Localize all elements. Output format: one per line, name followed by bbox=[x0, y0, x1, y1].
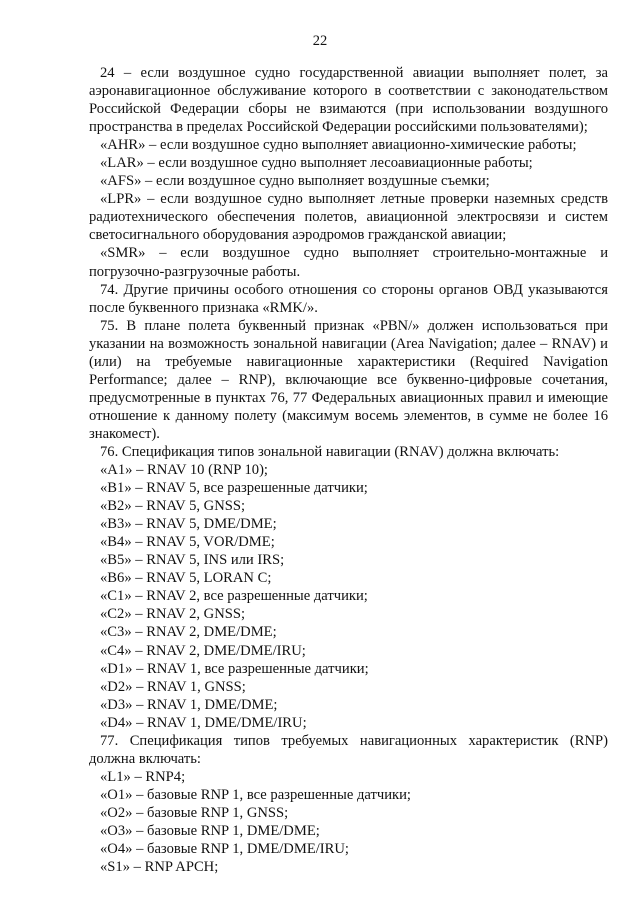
list-item: «O3» – базовые RNP 1, DME/DME; bbox=[100, 822, 320, 839]
paragraph-77: 77. Спецификация типов требуемых навигационных характеристик (RNP) должна включать: bbox=[89, 732, 608, 767]
list-item: «B6» – RNAV 5, LORAN C; bbox=[100, 570, 272, 587]
list-item: «D2» – RNAV 1, GNSS; bbox=[100, 678, 246, 695]
list-item: «O4» – базовые RNP 1, DME/DME/IRU; bbox=[100, 841, 349, 858]
list-item: «C1» – RNAV 2, все разрешенные датчики; bbox=[100, 588, 368, 605]
document-body bbox=[89, 64, 608, 876]
list-item: «C2» – RNAV 2, GNSS; bbox=[100, 606, 246, 623]
paragraph-76: 76. Спецификация типов зональной навигации (RNAV) должна включать: bbox=[100, 443, 560, 460]
list-item: «O1» – базовые RNP 1, все разрешенные датчики; bbox=[100, 786, 411, 803]
list-item: «D4» – RNAV 1, DME/DME/IRU; bbox=[100, 714, 307, 731]
paragraph-smr: «SMR» – если воздушное судно выполняет строительно-монтажные и погрузочно-разгрузочные работы. bbox=[89, 245, 608, 280]
paragraph-afs: «AFS» – если воздушное судно выполняет воздушные съемки; bbox=[100, 173, 490, 190]
paragraph-74: 74. Другие причины особого отношения со стороны органов ОВД указываются после буквенного признака «RMK/». bbox=[89, 281, 608, 316]
list-item: «D3» – RNAV 1, DME/DME; bbox=[100, 696, 278, 713]
paragraph-24-state-aviation: 24 – если воздушное судно государственной авиации выполняет полет, за аэронавигационное обслуживание которого в соответствии с законодательством Российской Федерации сборы не взимаются (при использовании воздушного пространства в пределах Российской Федерации российскими пользователями); bbox=[89, 65, 608, 136]
paragraph-lar: «LAR» – если воздушное судно выполняет лесоавиационные работы; bbox=[100, 155, 533, 172]
rnav-list bbox=[89, 461, 608, 732]
list-item: «A1» – RNAV 10 (RNP 10); bbox=[100, 462, 268, 479]
list-item: «L1» – RNP4; bbox=[100, 768, 186, 785]
list-item: «D1» – RNAV 1, все разрешенные датчики; bbox=[100, 660, 369, 677]
list-item: «B3» – RNAV 5, DME/DME; bbox=[100, 516, 277, 533]
paragraph-lpr: «LPR» – если воздушное судно выполняет летные проверки наземных средств радиотехнического обеспечения полетов, авиационной электросвязи и систем светосигнального оборудования аэродромов гражданской авиации; bbox=[89, 191, 608, 244]
paragraph-ahr: «AHR» – если воздушное судно выполняет авиационно-химические работы; bbox=[100, 137, 577, 154]
paragraph-75: 75. В плане полета буквенный признак «PBN/» должен использоваться при указании на возможность зональной навигации (Area Navigation; далее – RNAV) и (или) на требуемые навигационные характеристики (Required Navigation Performance; далее – RNP), включающие все буквенно-цифровые сочетания, предусмотренные в пунктах 76, 77 Федеральных авиационных правил и имеющие отношение к данному полету (максимум восемь элементов, в сумме не более 16 знакомест). bbox=[89, 317, 608, 442]
list-item: «S1» – RNP APCH; bbox=[100, 859, 219, 876]
rnp-list bbox=[89, 768, 608, 876]
page-number: 22 bbox=[312, 33, 328, 49]
list-item: «B1» – RNAV 5, все разрешенные датчики; bbox=[100, 480, 368, 497]
list-item: «B5» – RNAV 5, INS или IRS; bbox=[100, 552, 285, 569]
list-item: «B4» – RNAV 5, VOR/DME; bbox=[100, 534, 275, 551]
list-item: «O2» – базовые RNP 1, GNSS; bbox=[100, 804, 289, 821]
list-item: «B2» – RNAV 5, GNSS; bbox=[100, 498, 246, 515]
list-item: «C4» – RNAV 2, DME/DME/IRU; bbox=[100, 642, 306, 659]
list-item: «C3» – RNAV 2, DME/DME; bbox=[100, 624, 277, 641]
